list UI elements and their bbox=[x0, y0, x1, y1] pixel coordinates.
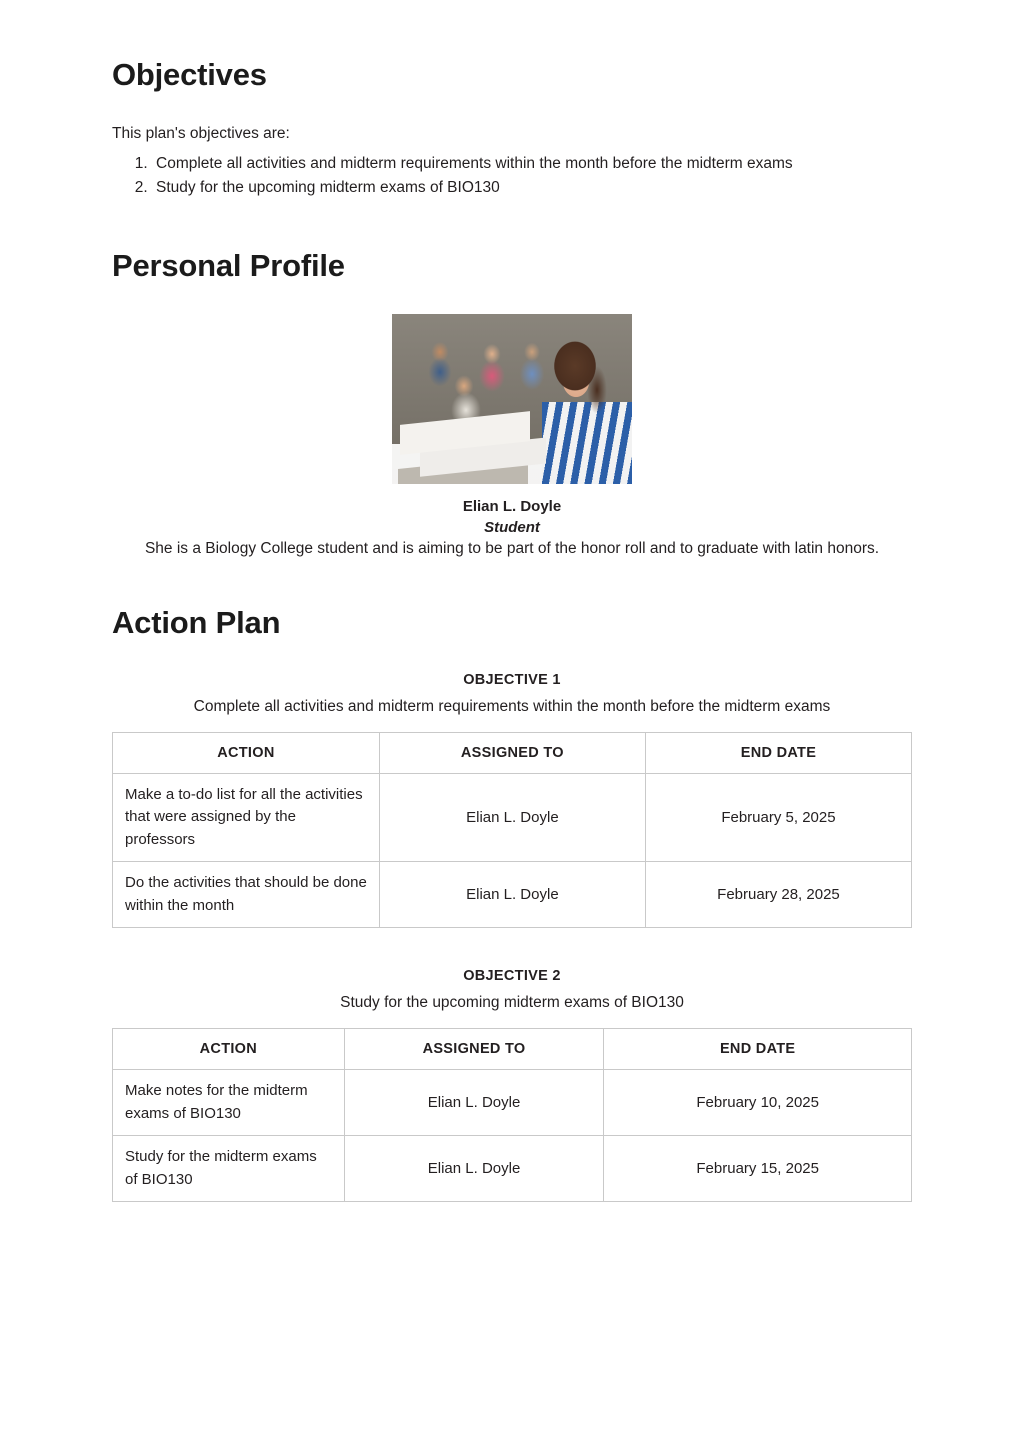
section-title-action-plan: Action Plan bbox=[112, 605, 281, 641]
objective-text: Study for the upcoming midterm exams of BIO130 bbox=[340, 994, 684, 1012]
table-row bbox=[113, 1136, 912, 1202]
profile-photo-frame bbox=[392, 314, 632, 484]
column-header-assigned-to: ASSIGNED TO bbox=[344, 1029, 604, 1070]
column-header-end-date: END DATE bbox=[604, 1029, 912, 1070]
list-item: 1. Complete all activities and midterm requirements within the month before the midterm exams bbox=[152, 152, 912, 177]
spacer bbox=[112, 928, 912, 968]
spacer bbox=[112, 558, 912, 604]
cell-end-date: February 10, 2025 bbox=[604, 1070, 912, 1136]
cell-assigned-to: Elian L. Doyle bbox=[344, 1136, 604, 1202]
objective-label: OBJECTIVE 2 bbox=[463, 968, 561, 985]
section-title-personal-profile: Personal Profile bbox=[112, 248, 345, 284]
cell-end-date: February 28, 2025 bbox=[645, 862, 911, 928]
table-row bbox=[113, 773, 912, 862]
column-header-end-date: END DATE bbox=[645, 732, 911, 773]
table-row bbox=[113, 862, 912, 928]
profile-description: She is a Biology College student and is aiming to be part of the honor roll and to graduate with latin honors. bbox=[144, 540, 880, 558]
cell-action: Make notes for the midterm exams of BIO130 bbox=[113, 1070, 345, 1136]
action-plan-table-2 bbox=[112, 1028, 912, 1202]
spacer bbox=[112, 201, 912, 247]
objective-block-1 bbox=[112, 672, 912, 929]
objective-block-2 bbox=[112, 968, 912, 1202]
classroom-student-photo bbox=[392, 314, 632, 484]
objectives-intro: This plan's objectives are: bbox=[112, 125, 290, 143]
cell-action: Make a to-do list for all the activities that were assigned by the professors bbox=[113, 773, 380, 862]
profile-name: Elian L. Doyle bbox=[462, 498, 562, 516]
objectives-list bbox=[112, 152, 912, 202]
profile-role: Student bbox=[484, 519, 540, 537]
objective-text: Complete all activities and midterm requirements within the month before the midterm exams bbox=[193, 697, 831, 715]
cell-end-date: February 5, 2025 bbox=[645, 773, 911, 862]
table-header-row bbox=[113, 1029, 912, 1070]
column-header-assigned-to: ASSIGNED TO bbox=[379, 732, 645, 773]
cell-action: Do the activities that should be done within the month bbox=[113, 862, 380, 928]
action-plan-table-1 bbox=[112, 732, 912, 929]
table-header-row bbox=[113, 732, 912, 773]
column-header-action: ACTION bbox=[113, 732, 380, 773]
list-item: 2. Study for the upcoming midterm exams of BIO130 bbox=[152, 176, 912, 201]
page-title-objectives: Objectives bbox=[112, 57, 267, 92]
cell-action: Study for the midterm exams of BIO130 bbox=[113, 1136, 345, 1202]
column-header-action: ACTION bbox=[113, 1029, 345, 1070]
cell-assigned-to: Elian L. Doyle bbox=[379, 773, 645, 862]
cell-assigned-to: Elian L. Doyle bbox=[379, 862, 645, 928]
personal-profile-block bbox=[112, 314, 912, 558]
cell-end-date: February 15, 2025 bbox=[604, 1136, 912, 1202]
table-row bbox=[113, 1070, 912, 1136]
cell-assigned-to: Elian L. Doyle bbox=[344, 1070, 604, 1136]
objective-label: OBJECTIVE 1 bbox=[463, 671, 561, 688]
